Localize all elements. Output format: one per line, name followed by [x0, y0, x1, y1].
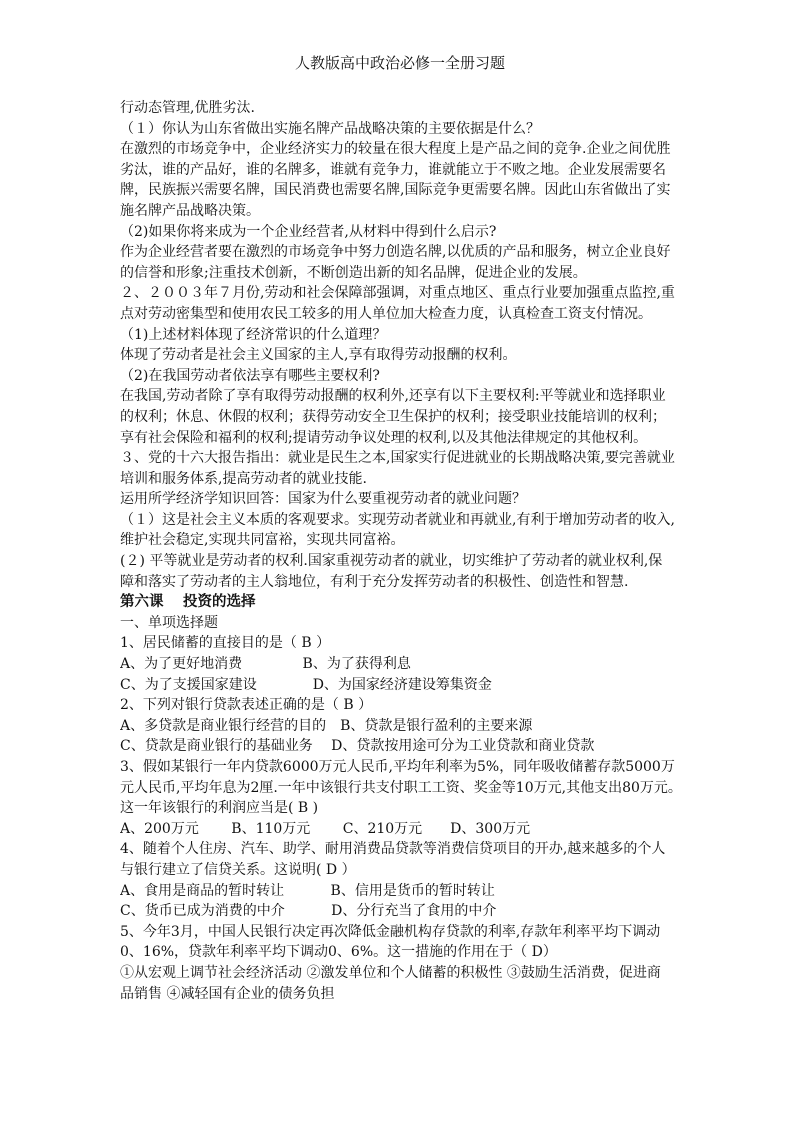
text-line: 享有社会保险和福利的权利;提请劳动争议处理的权利,以及其他法律规定的其他权利。 [120, 429, 648, 446]
text-line: （2)在我国劳动者依法享有哪些主要权利? [120, 367, 380, 384]
text-line: ①从宏观上调节社会经济活动 ②激发单位和个人储蓄的积极性 ③鼓励生活消费，促进商 [120, 964, 661, 981]
document-body [120, 98, 690, 1004]
section-heading: 第六课 投资的选择 [120, 594, 256, 611]
text-line: 5、今年3月，中国人民银行决定再次降低金融机构存贷款的利率,存款年利率平均下调动 [120, 923, 661, 940]
text-line: （１）你认为山东省做出实施名牌产品战略决策的主要依据是什么？ [120, 120, 540, 137]
text-line: 1、居民储蓄的直接目的是（ B ） [120, 635, 331, 652]
text-line: A、多贷款是商业银行经营的目的 B、贷款是银行盈利的主要来源 [120, 717, 533, 734]
text-line: （１）这是社会主义本质的客观要求。实现劳动者就业和再就业,有利于增加劳动者的收入, [120, 511, 675, 528]
page-header: 人教版高中政治必修一全册习题 [294, 54, 505, 72]
text-line: 2、下列对银行贷款表述正确的是（ B ） [120, 697, 373, 714]
text-line: 培训和服务体系,提高劳动者的就业技能. [120, 470, 367, 487]
text-line: 在激烈的市场竞争中，企业经济实力的较量在很大程度上是产品之间的竞争.企业之间优胜 [120, 141, 671, 158]
text-line: 在我国,劳动者除了享有取得劳动报酬的权利外,还享有以下主要权利:平等就业和选择职业 [120, 388, 666, 405]
text-line: 3、假如某银行一年内贷款6000万元人民币,平均年利率为5%，同年吸收储蓄存款5000万 [120, 759, 675, 775]
text-line: （1)上述材料体现了经济常识的什么道理？ [120, 326, 387, 343]
text-line: 一、单项选择题 [120, 614, 218, 631]
text-line: A、200万元 B、110万元 C、210万元 D、300万元 [120, 820, 531, 837]
text-line: ３、党的十六大报告指出：就业是民生之本,国家实行促进就业的长期战略决策,要完善就业 [120, 450, 675, 467]
text-line: C、货币已成为消费的中介 D、分行充当了食用的中介 [120, 903, 497, 920]
text-line: 施名牌产品战略决策。 [120, 202, 260, 219]
text-line: 这一年该银行的利润应当是( B ) [120, 800, 319, 817]
text-line: 体现了劳动者是社会主义国家的主人,享有取得劳动报酬的权利。 [120, 347, 517, 364]
text-line: 作为企业经营者要在激烈的市场竞争中努力创造名牌,以优质的产品和服务，树立企业良好 [120, 244, 671, 261]
text-line: 的权利；休息、休假的权利；获得劳动安全卫生保护的权利；接受职业技能培训的权利； [120, 408, 666, 425]
text-line: 牌，民族振兴需要名牌，国民消费也需要名牌,国际竞争更需要名牌。因此山东省做出了实 [120, 182, 671, 199]
text-line: 与银行建立了信贷关系。这说明( D ） [120, 861, 356, 878]
text-line: 元人民币,平均年息为2厘.一年中该银行共支付职工工资、奖金等10万元,其他支出80万元。 [120, 779, 682, 796]
text-line: 点对劳动密集型和使用农民工较多的用人单位加大检查力度，认真检查工资支付情况。 [120, 305, 652, 322]
text-line: 的信誉和形象;注重技术创新，不断创造出新的知名品牌，促进企业的发展。 [120, 264, 587, 281]
text-line: 4、随着个人住房、汽车、助学、耐用消费品贷款等消费信贷项目的开办,越来越多的个人 [120, 841, 666, 858]
text-line: 运用所学经济学知识回答：国家为什么要重视劳动者的就业问题？ [120, 491, 526, 508]
text-line: 障和落实了劳动者的主人翁地位，有利于充分发挥劳动者的积极性、创造性和智慧. [120, 573, 629, 590]
text-line: A、食用是商品的暂时转让 B、信用是货币的暂时转让 [120, 882, 495, 899]
text-line: A、为了更好地消费 B、为了获得利息 [120, 656, 411, 673]
text-line: 劣汰，谁的产品好，谁的名牌多，谁就有竞争力，谁就能立于不败之地。企业发展需要名 [120, 161, 666, 178]
text-line: C、为了支援国家建设 D、为国家经济建设筹集资金 [120, 676, 492, 693]
text-line: (２) 平等就业是劳动者的权利.国家重视劳动者的就业，切实维护了劳动者的就业权利,保 [120, 553, 663, 570]
text-line: 0、16%，贷款年利率平均下调动0、6%。这一措施的作用在于（ D） [120, 944, 557, 961]
text-line: 品销售 ④减轻国有企业的债务负担 [120, 985, 335, 1002]
text-line: 维护社会稳定,实现共同富裕，实现共同富裕。 [120, 532, 405, 549]
text-line: （2)如果你将来成为一个企业经营者,从材料中得到什么启示? [120, 223, 497, 240]
text-line: C、贷款是商业银行的基础业务 D、贷款按用途可分为工业贷款和商业贷款 [120, 738, 595, 755]
text-line: 行动态管理,优胜劣汰. [120, 100, 255, 116]
text-line: ２、２００３年７月份,劳动和社会保障部强调，对重点地区、重点行业要加强重点监控,重 [120, 285, 675, 302]
